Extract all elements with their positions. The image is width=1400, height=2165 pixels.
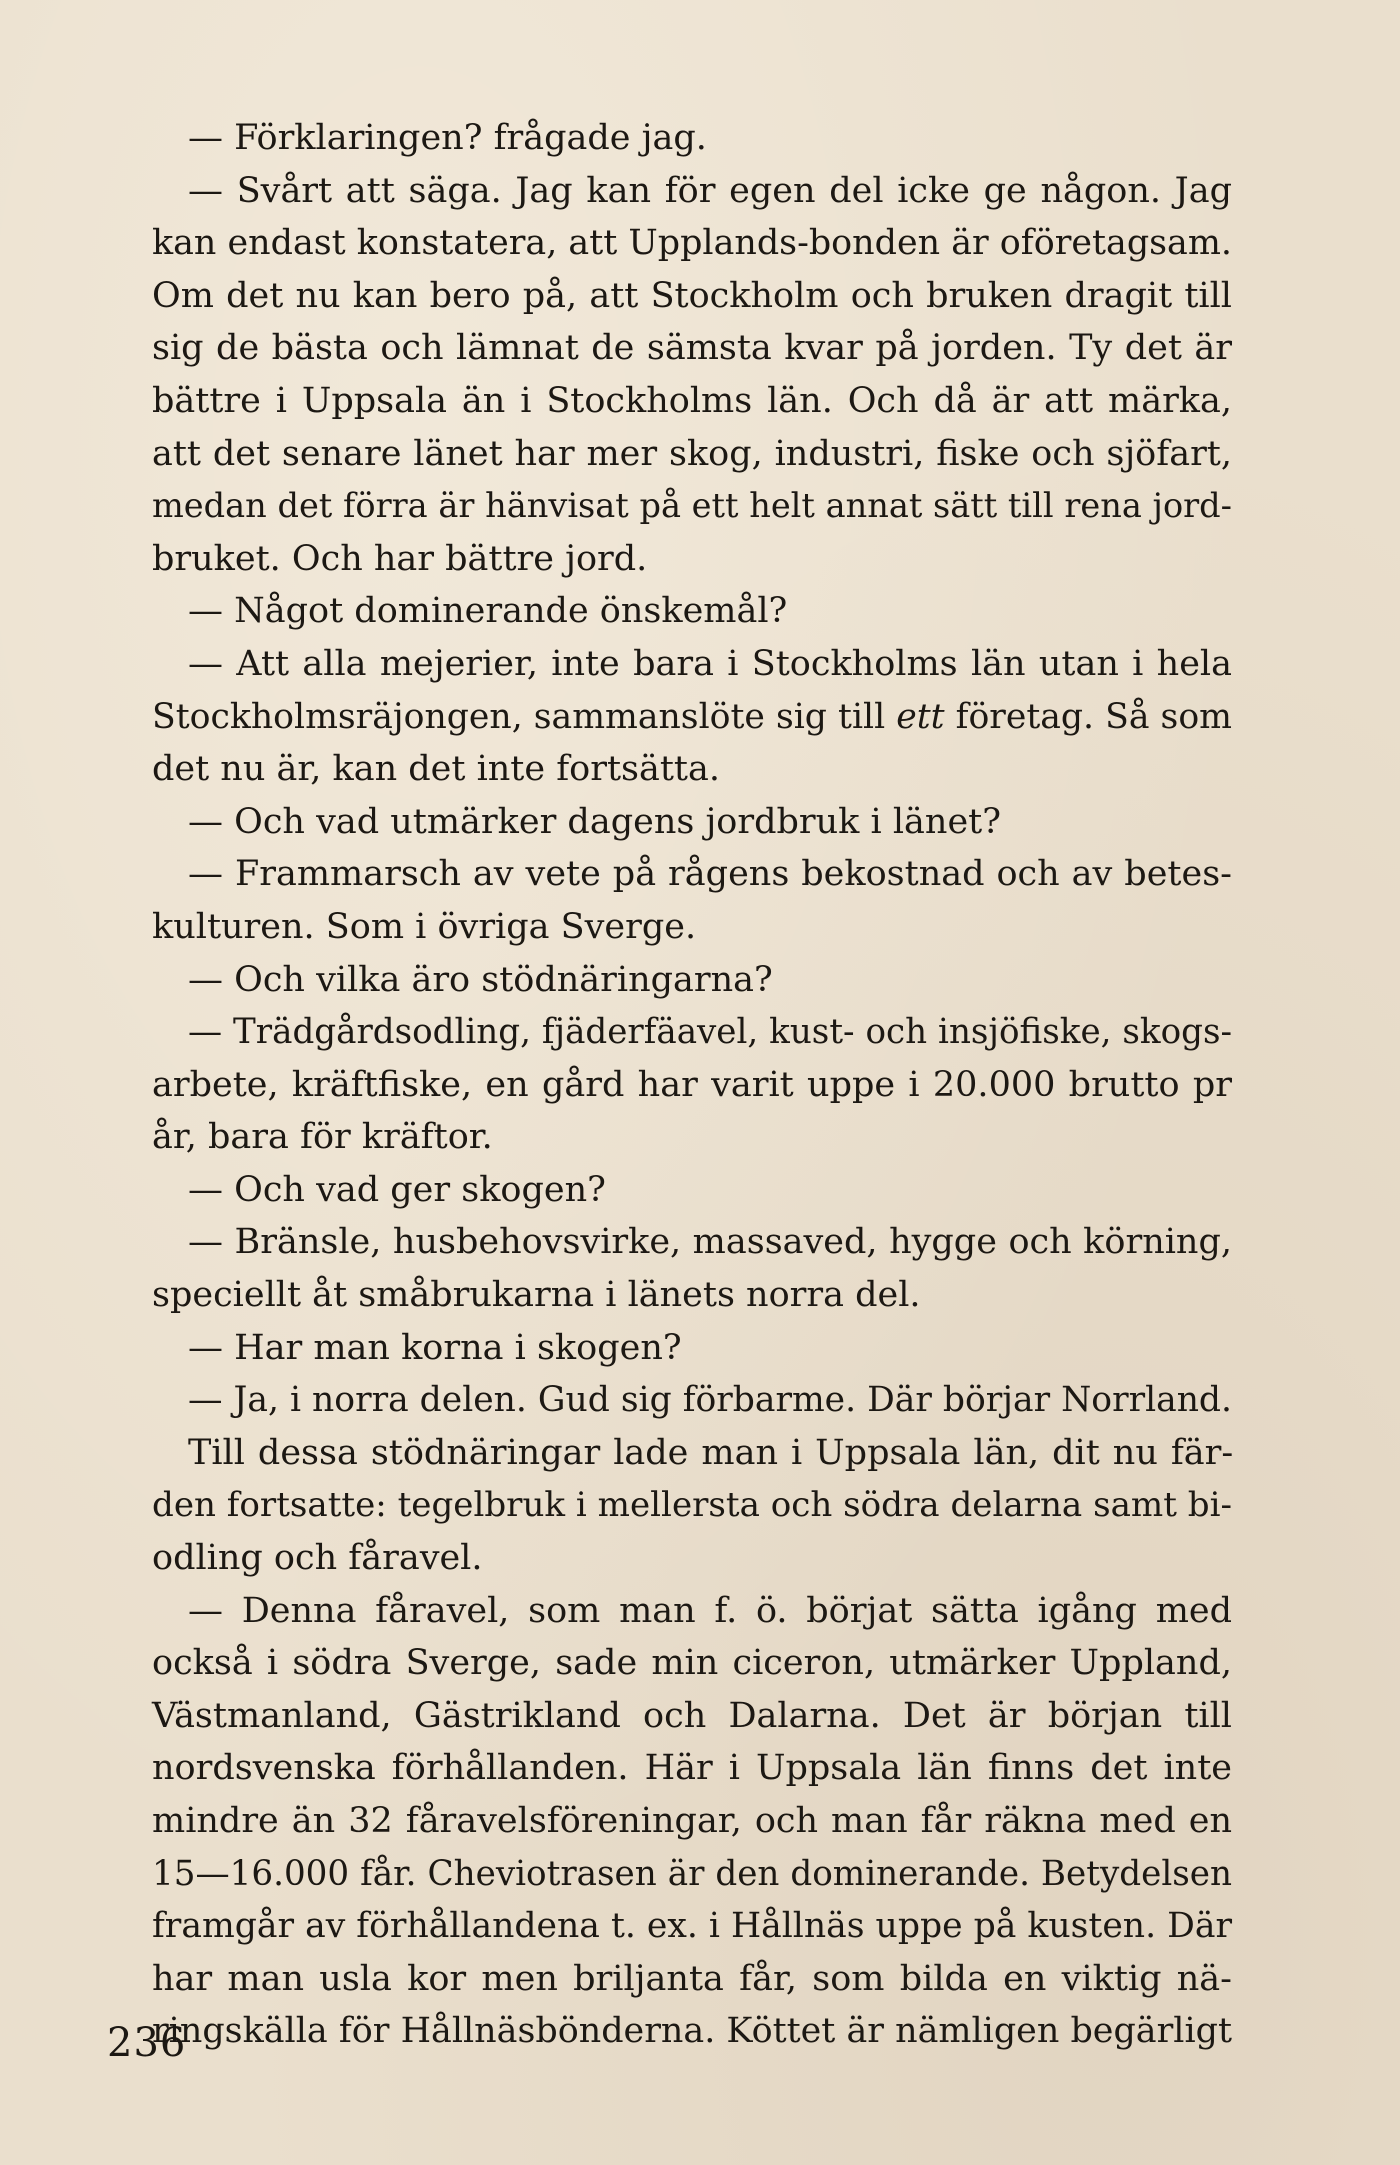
text-line: Västmanland, Gästrikland och Dalarna. Det är början till <box>152 1695 1232 1736</box>
text-line: — Att alla mejerier, inte bara i Stockholms län utan i hela <box>188 643 1232 684</box>
text-line: det nu är, kan det inte fortsätta. <box>152 749 720 790</box>
text-line: speciellt åt småbrukarna i länets norra del. <box>152 1275 921 1316</box>
page-number: 236 <box>107 2020 187 2066</box>
emphasized-word: ett <box>896 696 945 737</box>
text-line: — Ja, i norra delen. Gud sig förbarme. Där börjar Norrland. <box>188 1380 1232 1421</box>
text-line: Om det nu kan bero på, att Stockholm och bruken dragit till <box>152 275 1232 316</box>
text-line: också i södra Sverge, sade min ciceron, utmärker Uppland, <box>152 1643 1232 1684</box>
text-line: bättre i Uppsala än i Stockholms län. Och då är att märka, <box>152 380 1232 421</box>
text-line: — Frammarsch av vete på rågens bekostnad och av betes- <box>188 854 1232 895</box>
text-line: — Och vad ger skogen? <box>188 1169 606 1210</box>
text-line: kulturen. Som i övriga Sverge. <box>152 906 697 947</box>
text-line: ringskälla för Hållnäsbönderna. Köttet är nämligen begärligt <box>152 2011 1232 2052</box>
text-line: 15—16.000 får. Cheviotrasen är den dominerande. Betydelsen <box>152 1853 1232 1894</box>
text-line: — Förklaringen? frågade jag. <box>188 118 707 158</box>
text-line: år, bara för kräftor. <box>152 1117 493 1158</box>
text-line: att det senare länet har mer skog, industri, fiske och sjöfart, <box>152 433 1232 474</box>
text-line: den fortsatte: tegelbruk i mellersta och södra delarna samt bi- <box>152 1485 1232 1526</box>
text-line: Till dessa stödnäringar lade man i Uppsala län, dit nu fär- <box>188 1432 1232 1473</box>
text-line: — Och vilka äro stödnäringarna? <box>188 959 773 1000</box>
text-line: — Och vad utmärker dagens jordbruk i länet? <box>188 801 1001 842</box>
text-line: bruket. Och har bättre jord. <box>152 538 648 579</box>
text-line: — Trädgårdsodling, fjäderfäavel, kust- och insjöfiske, skogs- <box>188 1012 1232 1053</box>
text-line: Stockholmsräjongen, sammanslöte sig till ett företag. Så som <box>152 696 1232 737</box>
text-line: kan endast konstatera, att Upplands-bonden är oföretagsam. <box>152 223 1232 264</box>
text-line: medan det förra är hänvisat på ett helt annat sätt till rena jord- <box>152 486 1232 526</box>
text-line: sig de bästa och lämnat de sämsta kvar på jorden. Ty det är <box>152 328 1232 369</box>
text-line: har man usla kor men briljanta får, som bilda en viktig nä- <box>152 1958 1232 1999</box>
text-line: — Bränsle, husbehovsvirke, massaved, hygge och körning, <box>188 1222 1232 1263</box>
text-line: nordsvenska förhållanden. Här i Uppsala län finns det inte <box>152 1748 1232 1789</box>
text-line: — Denna fåravel, som man f. ö. börjat sätta igång med <box>188 1590 1232 1631</box>
body-text <box>152 112 1232 2058</box>
text-line: — Något dominerande önskemål? <box>188 591 788 632</box>
text-line: — Svårt att säga. Jag kan för egen del icke ge någon. Jag <box>188 170 1232 211</box>
text-line: arbete, kräftfiske, en gård har varit uppe i 20.000 brutto pr <box>152 1064 1232 1105</box>
text-line: framgår av förhållandena t. ex. i Hållnäs uppe på kusten. Där <box>152 1906 1232 1947</box>
text-line: odling och fåravel. <box>152 1538 483 1579</box>
text-line: mindre än 32 fåravelsföreningar, och man får räkna med en <box>152 1801 1232 1841</box>
text-line: — Har man korna i skogen? <box>188 1327 682 1368</box>
